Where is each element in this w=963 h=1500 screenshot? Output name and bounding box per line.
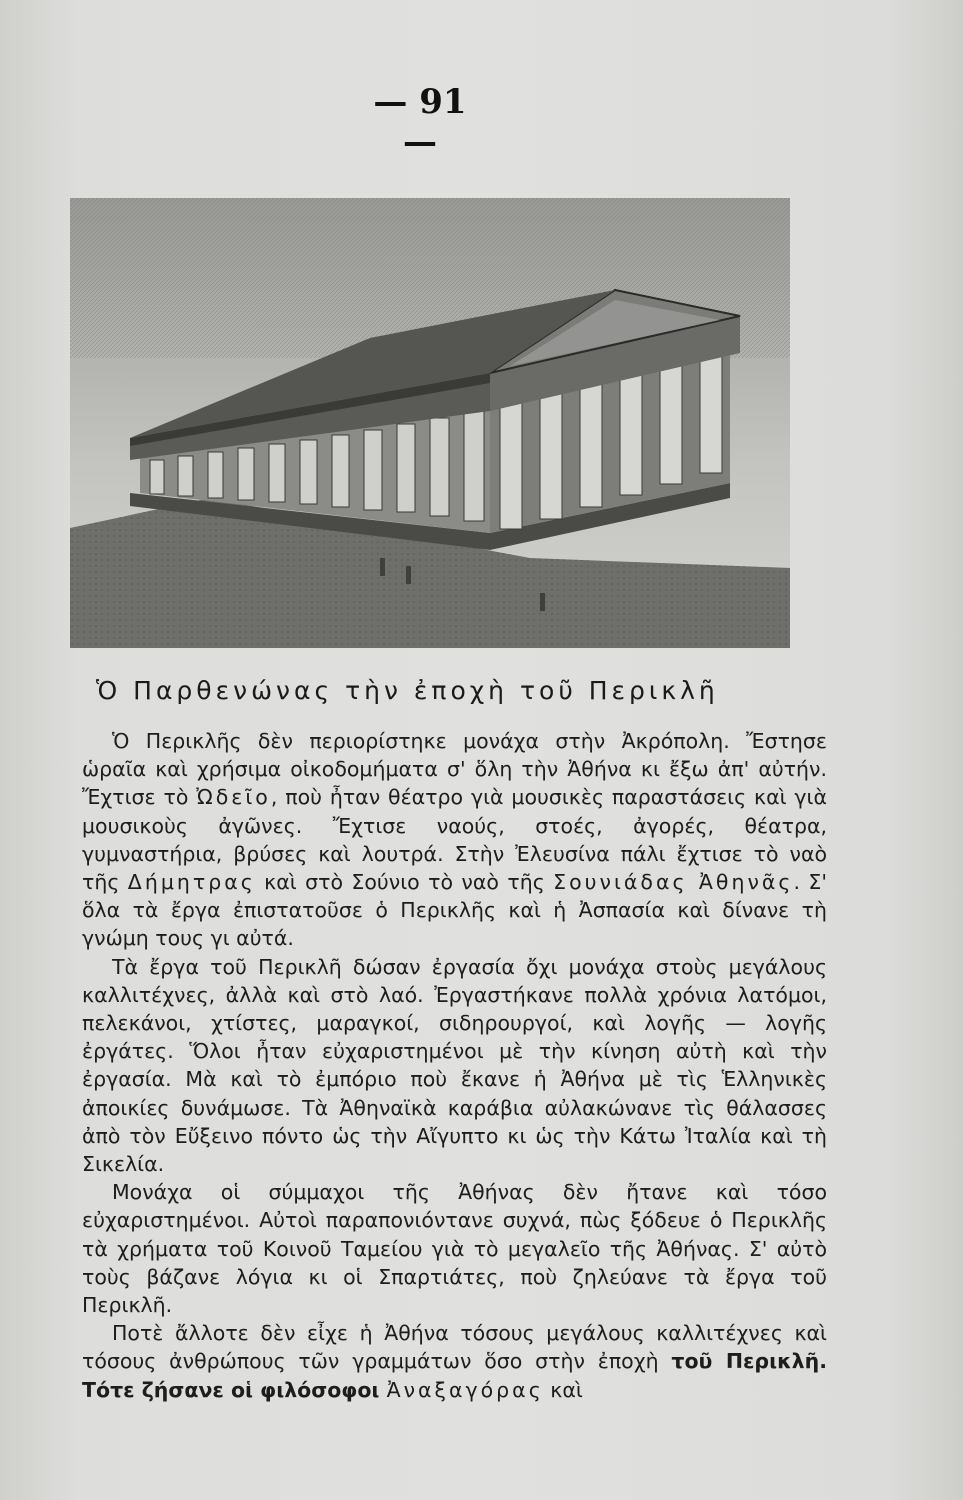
paragraph-1 bbox=[82, 727, 827, 953]
paragraph-1-part-7: . Σ' ὅλα τὰ ἔργα ἐπιστατοῦσε ὁ Περικλῆς καὶ ἡ Ἀσπασία καὶ δίνανε τὴ γνώμη τους γι αὐτά. bbox=[82, 870, 827, 951]
paragraph-4 bbox=[82, 1319, 827, 1404]
paragraph-2: Τὰ ἔργα τοῦ Περικλῆ δώσαν ἐργασία ὄχι μονάχα στοὺς μεγάλους καλλιτέχνες, ἀλλὰ καὶ στὸ λαό. Ἐργαστήκανε πολλὰ χρόνια λατόμοι, πελεκάνοι, χτίστες, μαραγκοί, σιδηρουργοί, καὶ λογῆς — λογῆς ἐργάτες. Ὅλοι ἦταν εὐχαριστημένοι μὲ τὴν κίνηση αὐτὴ καὶ τὴν ἐργασία. Μὰ καὶ τὸ ἐμπόριο ποὺ ἔκανε ἡ Ἀθήνα μὲ τὶς Ἑλληνικὲς ἀποικίες δυνάμωσε. Τὰ Ἀθηναϊκὰ καράβια αὐλακώνανε τὶς θάλασσες ἀπὸ τὸν Εὔξεινο πόντο ὡς τὴν Αἴγυπτο κι ὡς τὴν Κάτω Ἰταλία καὶ τὴ Σικελία. bbox=[82, 954, 827, 1177]
paragraph-4-part-4: καὶ bbox=[543, 1377, 583, 1402]
parthenon-illustration bbox=[70, 198, 790, 648]
page-number: — 91 — bbox=[373, 82, 467, 162]
demeter-term: Δήμητρας bbox=[127, 870, 256, 895]
paragraph-3: Μονάχα οἱ σύμμαχοι τῆς Ἀθήνας δὲν ἤτανε καὶ τόσο εὐχαριστημένοι. Αὐτοὶ παραπονιόντανε συχνά, πὼς ξόδευε ὁ Περικλῆς τὰ χρήματα τοῦ Κοινοῦ Ταμείου γιὰ τὸ μεγαλεῖο τῆς Ἀθήνας. Σ' αὐτὸ τοὺς βάζανε λόγια κι οἱ Σπαρτιάτες, ποὺ ζηλεύανε τὰ ἔργα τοῦ Περικλῆ. bbox=[82, 1180, 827, 1318]
odeion-term: Ὠδεῖο bbox=[196, 785, 271, 810]
paragraph-1-part-5: καὶ στὸ Σούνιο τὸ ναὸ τῆς bbox=[255, 870, 554, 895]
paragraph-1-part-1: Ὁ Περικλῆς δὲν περιορίστηκε μονάχα στὴν Ἀκρόπολη. Ἔστησε ὡραῖα καὶ χρήσιμα οἰκοδομήματα σ' ὅλη τὴν Ἀθήνα κι ἔξω ἀπ' αὐτήν. Ἔχτισε τὸ bbox=[82, 729, 827, 810]
paragraph-4-part-1: Ποτὲ ἄλλοτε δὲν εἶχε ἡ Ἀθήνα τόσους μεγάλους καλλιτέχνες καὶ τόσους ἀνθρώπους τῶν γραμμάτων ὅσο στὴν ἐποχὴ bbox=[82, 1321, 827, 1374]
paragraph-4-bold-part: τοῦ Περικλῆ. Τότε ζήσανε οἱ φιλόσοφοι bbox=[82, 1349, 827, 1402]
sounias-athena-term: Σουνιάδας Ἀθηνᾶς bbox=[553, 870, 794, 895]
parthenon-engraving bbox=[70, 198, 790, 648]
body-text bbox=[82, 727, 827, 1404]
anaxagoras-term: Ἀναξαγόρας bbox=[386, 1377, 544, 1402]
paragraph-1-part-3: , ποὺ ἦταν θέατρο γιὰ μουσικὲς παραστάσεις καὶ γιὰ μουσικοὺς ἀγῶνες. Ἔχτισε ναούς, στοές, ἀγορές, θέατρα, γυμναστήρια, βρύσες καὶ λουτρά. Στὴν Ἐλευσίνα πάλι ἔχτισε τὸ ναὸ τῆς bbox=[82, 785, 828, 895]
caption-text: Ὁ Παρθενώνας τὴν ἐποχὴ τοῦ Περικλῆ bbox=[96, 676, 719, 705]
figure-caption bbox=[96, 676, 856, 705]
